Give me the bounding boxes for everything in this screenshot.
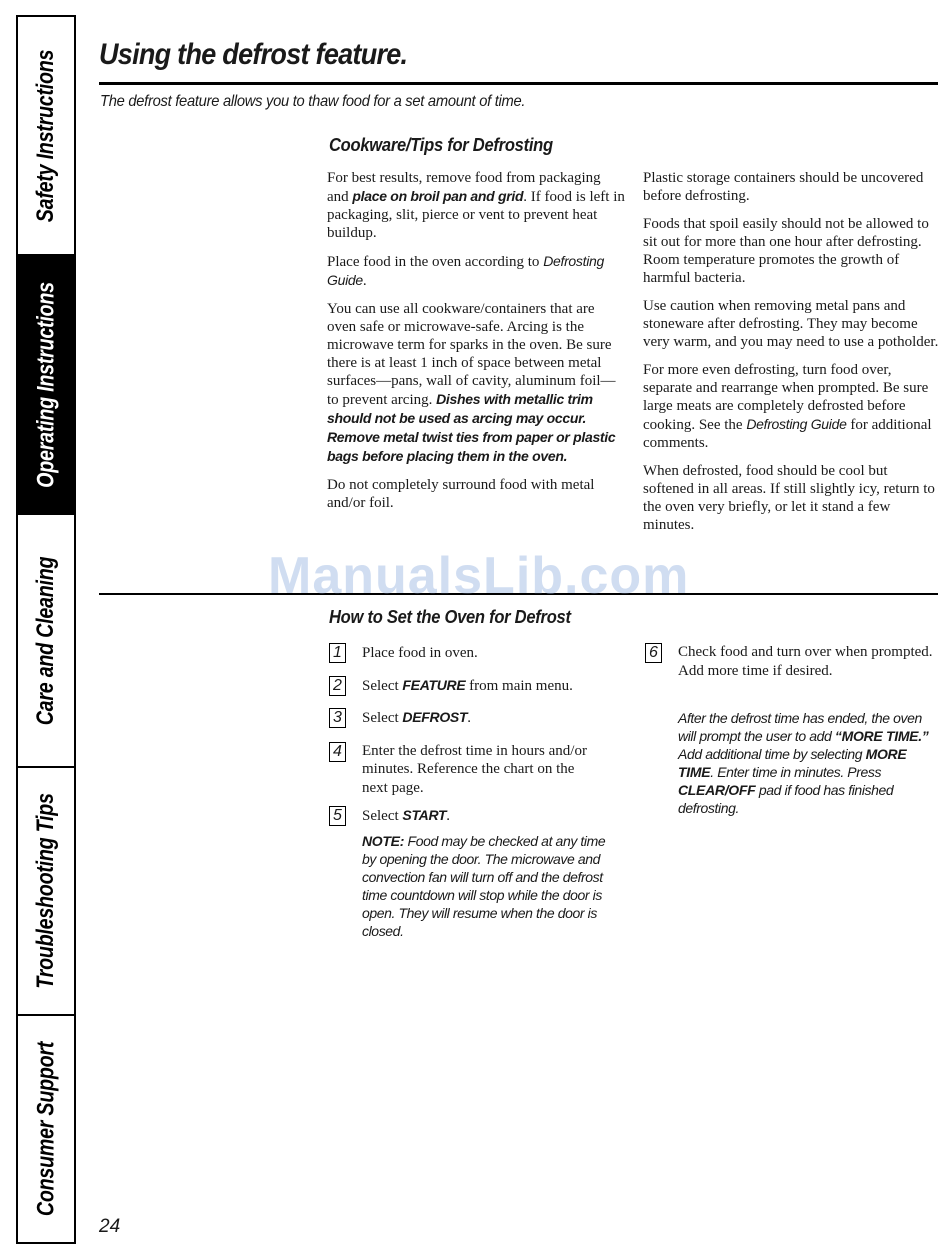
step-2 xyxy=(329,676,619,696)
title-divider xyxy=(99,82,938,85)
paragraph: Foods that spoil easily should not be allowed to sit out for more than one hour after defrosting. Room temperature promotes the growth of harmful bacteria. xyxy=(643,216,929,286)
tab-label: Troubleshooting Tips xyxy=(32,793,60,989)
step-4 xyxy=(329,742,599,797)
paragraph: Use caution when removing metal pans and stoneware after defrosting. They may become very warm, and you may need to use a potholder. xyxy=(643,298,939,350)
step-text: Check food and turn over when prompted. Add more time if desired. xyxy=(678,644,933,679)
step-3 xyxy=(329,708,619,728)
page-title: Using the defrost feature. xyxy=(99,38,408,71)
paragraph: When defrosted, food should be cool but softened in all areas. If still slightly icy, return to the oven very briefly, or let it stand a few minutes. xyxy=(643,463,935,533)
step-5 xyxy=(329,806,619,826)
paragraph: Plastic storage containers should be uncovered before defrosting. xyxy=(643,170,924,204)
tab-label: Consumer Support xyxy=(32,1041,60,1217)
cookware-heading: Cookware/Tips for Defrosting xyxy=(329,135,553,155)
step-text: Enter the defrost time in hours and/or minutes. Reference the chart on the next page. xyxy=(362,743,587,796)
section-tabs xyxy=(16,15,76,1244)
step-number-box: 4 xyxy=(329,742,346,762)
paragraph: For more even defrosting, turn food over, separate and rearrange when prompted. Be sure large meats are completely defrosted before cooking. See the Defrosting Guide for additional comments. xyxy=(643,362,932,451)
step-number-box: 5 xyxy=(329,806,346,826)
paragraph: Do not completely surround food with metal and/or foil. xyxy=(327,477,595,511)
tab-safety-instructions[interactable] xyxy=(18,17,74,256)
step-6 xyxy=(645,643,935,680)
paragraph: For best results, remove food from packaging and place on broil pan and grid. If food is left in packaging, slit, pierce or vent to prevent heat buildup. xyxy=(327,170,625,241)
step-text: Select FEATURE from main menu. xyxy=(362,677,573,694)
cookware-right-column xyxy=(643,169,940,544)
defrost-note: NOTE: Food may be checked at any time by opening the door. The microwave and convection fan will turn off and the defrost time countdown will stop while the door is open. They will resume when the door is closed. xyxy=(362,833,606,939)
after-defrost-note: After the defrost time has ended, the oven will prompt the user to add “MORE TIME.” Add additional time by selecting MORE TIME. Enter time in minutes. Press CLEAR/OFF pad if food has finished defrosting. xyxy=(678,710,929,816)
tab-operating-instructions[interactable] xyxy=(18,256,74,515)
step-text: Select DEFROST. xyxy=(362,709,471,726)
step-text: Place food in oven. xyxy=(362,645,478,661)
tab-label: Safety Instructions xyxy=(32,49,60,222)
paragraph: Place food in the oven according to Defrosting Guide. xyxy=(327,253,604,289)
step-number-box: 2 xyxy=(329,676,346,696)
step-1 xyxy=(329,643,619,663)
tab-label: Operating Instructions xyxy=(32,281,60,488)
tab-troubleshooting-tips[interactable] xyxy=(18,768,74,1016)
step-text: Select START. xyxy=(362,807,451,824)
tab-label: Care and Cleaning xyxy=(32,556,59,725)
tab-care-and-cleaning[interactable] xyxy=(18,515,74,768)
step-number-box: 6 xyxy=(645,643,662,663)
page-number: 24 xyxy=(99,1216,121,1237)
intro-text: The defrost feature allows you to thaw food for a set amount of time. xyxy=(100,93,526,110)
paragraph: You can use all cookware/containers that are oven safe or microwave-safe. Arcing is the microwave term for sparks in the oven. Be sure there is at least 1 inch of space between metal surfaces—pans, wall of cavity, aluminum foil—to prevent arcing. Dishes with metallic trim should not be used as arcing may occur. Remove metal twist ties from paper or plastic bags before placing them in the oven. xyxy=(327,301,616,464)
step-number-box: 3 xyxy=(329,708,346,728)
tab-consumer-support[interactable] xyxy=(18,1016,74,1242)
watermark-text: ManualsLib.com xyxy=(268,547,690,605)
cookware-left-column xyxy=(327,169,625,522)
step-number-box: 1 xyxy=(329,643,346,663)
howto-heading: How to Set the Oven for Defrost xyxy=(329,607,571,627)
